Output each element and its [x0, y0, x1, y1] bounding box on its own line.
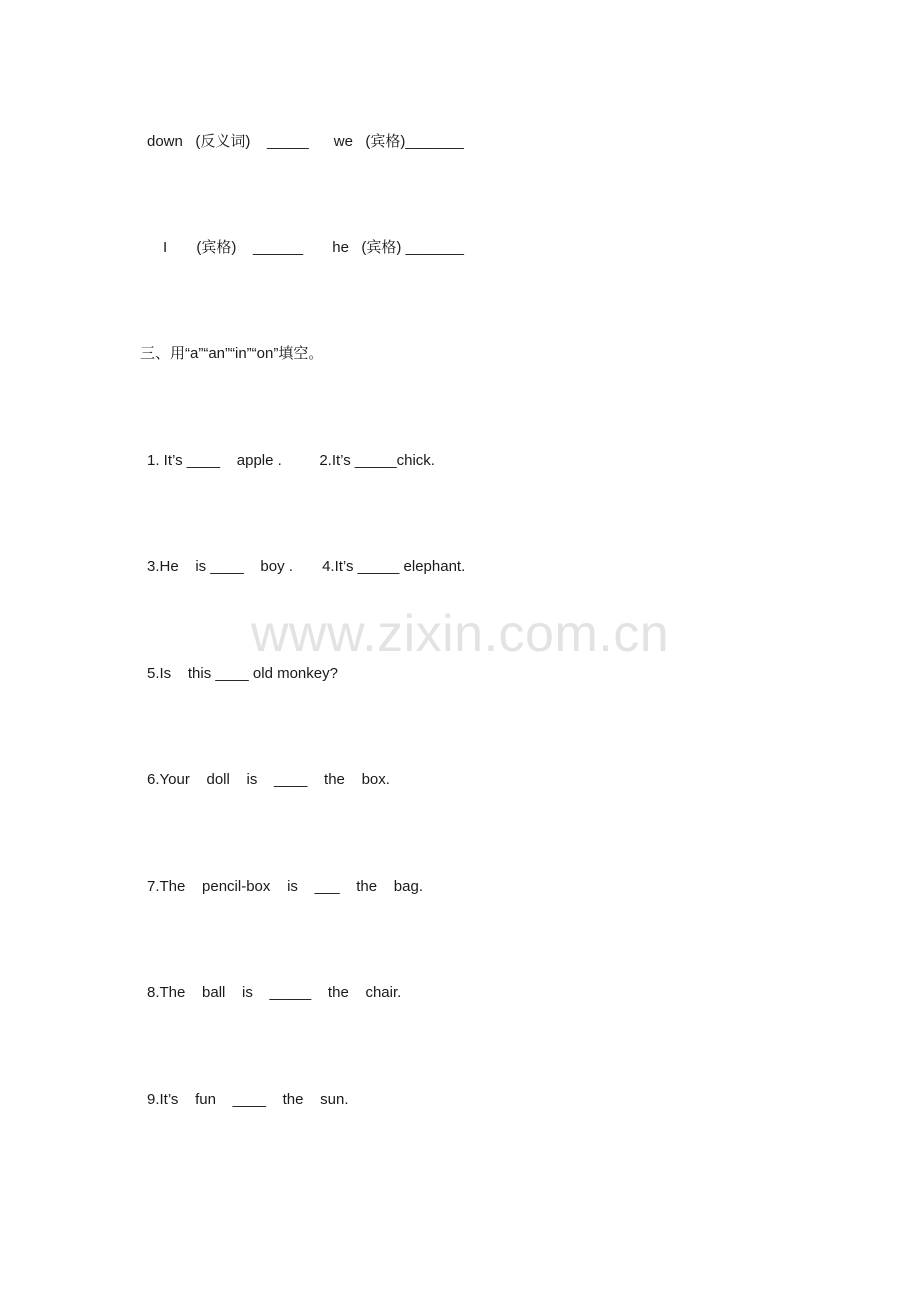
- question-7: 7.The pencil-box is ___ the bag.: [147, 878, 423, 895]
- question-9: 9.It’s fun ____ the sun.: [147, 1091, 349, 1108]
- antonym-object-row-1: down (反义词) _____ we (宾格)_______: [147, 133, 464, 150]
- question-5: 5.Is this ____ old monkey?: [147, 665, 338, 682]
- question-8: 8.The ball is _____ the chair.: [147, 984, 402, 1001]
- section-three-heading: 三、用“a”“an”“in”“on”填空。: [140, 345, 324, 362]
- object-pronoun-row-2: I (宾格) ______ he (宾格) _______: [163, 239, 464, 256]
- question-3-4: 3.He is ____ boy . 4.It’s _____ elephant.: [147, 558, 466, 575]
- question-6: 6.Your doll is ____ the box.: [147, 771, 390, 788]
- question-1-2: 1. It’s ____ apple . 2.It’s _____chick.: [147, 452, 435, 469]
- watermark: www.zixin.com.cn: [250, 605, 670, 663]
